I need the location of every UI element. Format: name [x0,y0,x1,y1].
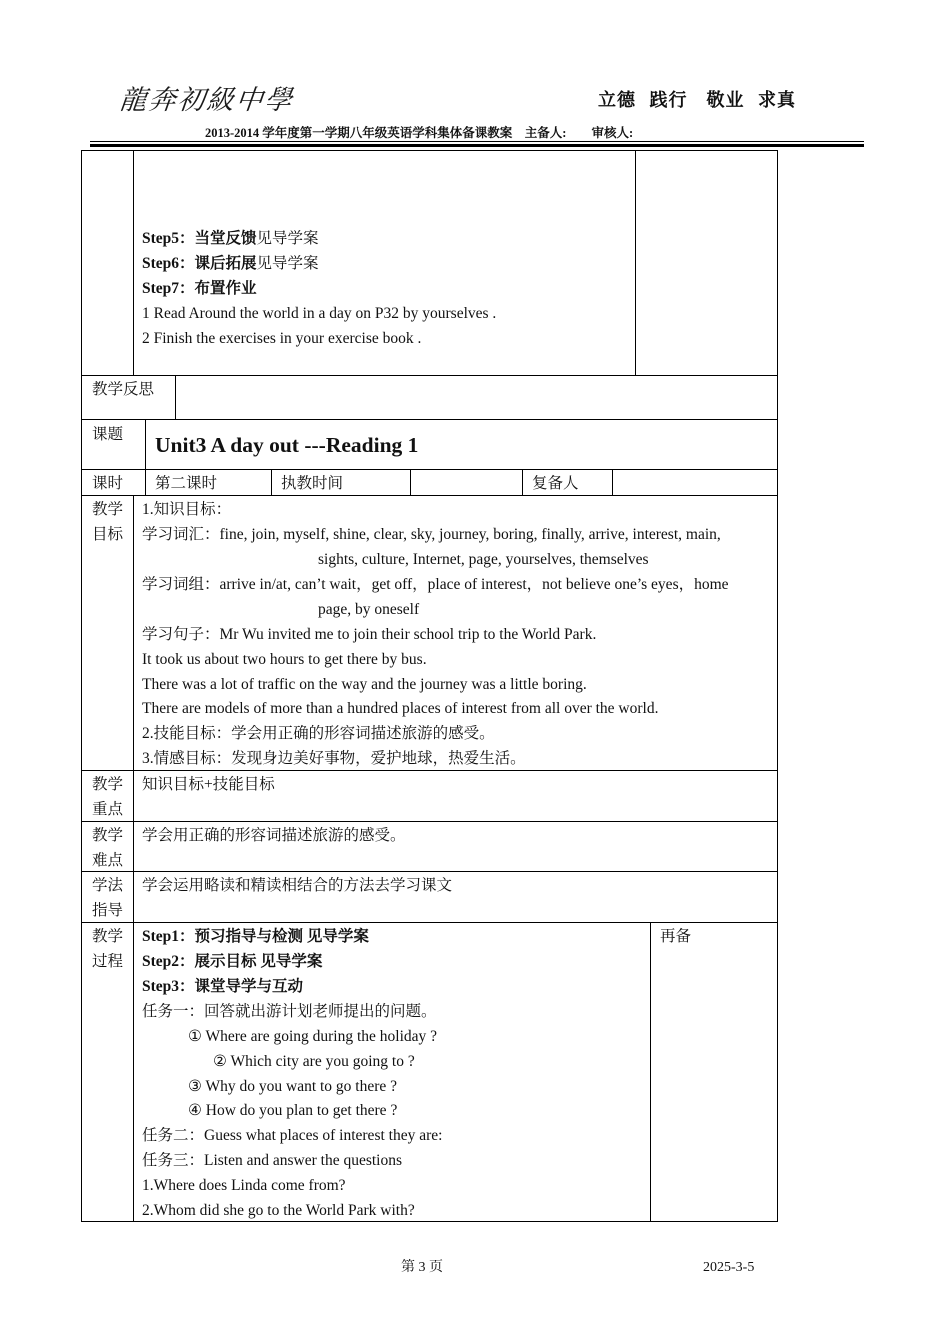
question-2: ② Which city are you going to ? [213,1053,415,1070]
lesson-title: Unit3 A day out ---Reading 1 [155,433,419,457]
method-text: 学会运用略读和精读相结合的方法去学习课文 [142,877,453,894]
topic-label: 课题 [92,426,124,443]
objective-line: page, by oneself [318,601,420,618]
objective-line: There was a lot of traffic on the way and the journey was a little boring. [142,676,587,693]
key-points-text: 知识目标+技能目标 [142,776,275,793]
objectives-label-1: 教学 [92,501,124,518]
key-points-label-1: 教学 [92,776,124,793]
method-label-2: 指导 [92,902,124,919]
difficulties-text: 学会用正确的形容词描述旅游的感受。 [142,827,406,844]
step6-line [142,251,319,276]
question-3: ③ Why do you want to go there ? [188,1078,398,1095]
objective-line: 2.技能目标：学会用正确的形容词描述旅游的感受。 [142,725,495,742]
objective-line: 3.情感目标：发现身边美好事物，爱护地球，热爱生活。 [142,750,526,767]
page-number: 第 3 页 [401,1260,443,1275]
print-date: 2025-3-5 [703,1260,755,1275]
question-1: ① Where are going during the holiday ? [188,1028,438,1045]
homework-1: 1 Read Around the world in a day on P32 by yourselves . [142,305,497,322]
objective-line: 学习词组：arrive in/at, can’t wait，get off，place of interest，not believe one’s eyes，home [142,576,729,593]
step6-text: 见导学案 [256,255,319,272]
revision-label: 再备 [660,928,692,945]
reviewer-label: 复备人 [532,475,579,492]
task-2: 任务二：Guess what places of interest they are: [142,1127,443,1144]
reflection-label: 教学反思 [92,381,155,398]
task-3: 任务三：Listen and answer the questions [142,1152,403,1169]
question-4: ④ How do you plan to get there ? [188,1102,398,1119]
school-motto: 立德 践行 敬业 求真 [598,90,796,110]
document-subtitle: 2013-2014 学年度第一学期八年级英语学科集体备课教案 主备人: 审核人: [205,126,634,140]
objectives-label-2: 目标 [92,526,124,543]
objective-line: 学习词汇：fine, join, myself, shine, clear, sky, journey, boring, finally, arrive, interest, main, [142,526,721,543]
step7-label: Step7：布置作业 [142,280,257,297]
objective-line: 1.知识目标： [142,501,232,518]
difficulties-label-1: 教学 [92,827,124,844]
period-value: 第二课时 [155,475,218,492]
process-step3: Step3：课堂导学与互动 [142,978,304,995]
listening-question-2: 2.Whom did she go to the World Park with? [142,1202,415,1219]
teaching-time-label: 执教时间 [281,475,344,492]
homework-2: 2 Finish the exercises in your exercise book . [142,330,422,347]
objective-line: 学习句子：Mr Wu invited me to join their school trip to the World Park. [142,626,597,643]
step5-label: Step5：当堂反馈 [142,230,257,247]
process-step1: Step1：预习指导与检测 见导学案 [142,928,369,945]
objective-line: sights, culture, Internet, page, yourselves, themselves [318,551,649,568]
method-label-1: 学法 [92,877,124,894]
listening-question-1: 1.Where does Linda come from? [142,1177,346,1194]
step5-text: 见导学案 [256,230,319,247]
school-logo: 龍奔初級中學 [118,85,296,116]
header-rule-thick [90,144,864,147]
step6-label: Step6：课后拓展 [142,255,257,272]
objective-line: It took us about two hours to get there by bus. [142,651,427,668]
key-points-label-2: 重点 [92,801,124,818]
header-rule-thin [90,141,864,142]
process-label-2: 过程 [92,953,124,970]
task-1: 任务一：回答就出游计划老师提出的问题。 [142,1003,437,1020]
step5-line [142,226,319,251]
objective-line: There are models of more than a hundred places of interest from all over the world. [142,700,659,717]
process-label-1: 教学 [92,928,124,945]
process-step2: Step2：展示目标 见导学案 [142,953,323,970]
period-label: 课时 [92,475,124,492]
difficulties-label-2: 难点 [92,852,124,869]
